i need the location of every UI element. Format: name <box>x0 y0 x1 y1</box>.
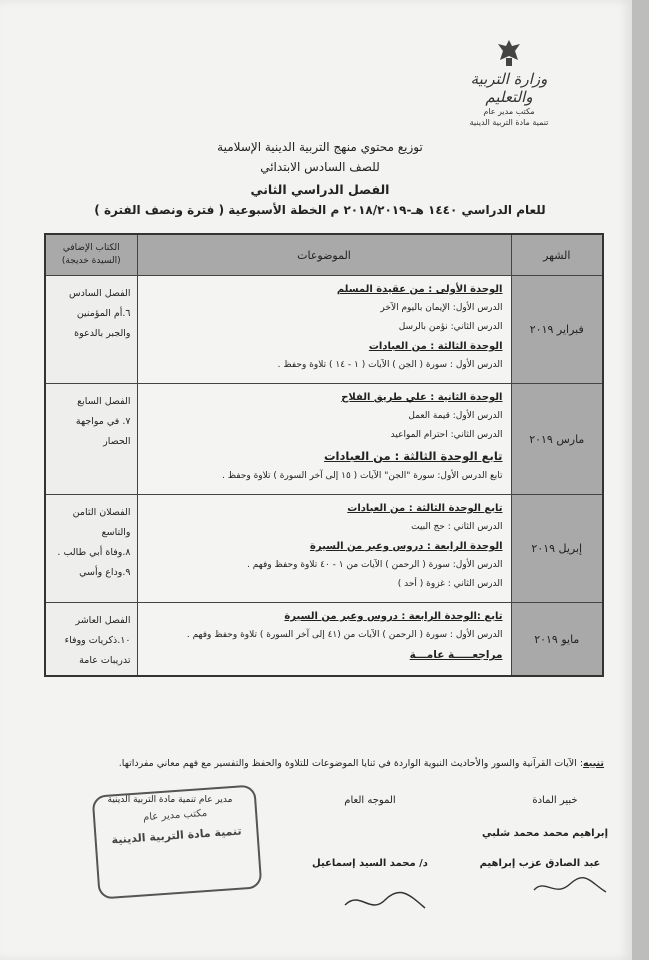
month-cell: فبراير ٢٠١٩ <box>511 276 603 384</box>
topics-cell <box>137 495 511 603</box>
topics-cell <box>137 384 511 495</box>
header-book: الكتاب الإضافي (السيدة خديجة) <box>45 234 137 276</box>
book-line: تدريبات عامة <box>79 655 131 666</box>
topics-cell <box>137 603 511 677</box>
lesson-item: الدرس الأول: الإيمان باليوم الآخر <box>380 303 503 313</box>
director-title: الموجه العام <box>344 795 396 806</box>
month-cell: إبريل ٢٠١٩ <box>511 495 603 603</box>
lesson-item: الدرس الثاني : غزوة ( أحد ) <box>397 579 503 589</box>
table-row <box>45 603 603 677</box>
table-row <box>45 384 603 495</box>
lesson-item: الدرس الأول: سورة ( الرحمن ) الآيات من ١ - ٤٠ تلاوة وحفظ وفهم . <box>247 560 503 570</box>
document-title: توزيع محتوي منهج التربية الدينية الإسلامية <box>217 140 423 154</box>
header-month: الشهر <box>511 234 603 276</box>
lesson-item: الدرس الأول : سورة ( الرحمن ) الآيات من (٤١ إلى آخر السورة ) تلاوة وحفظ وفهم . <box>186 630 503 640</box>
topics-cell <box>137 276 511 384</box>
lesson-item: الدرس الثاني : حج البيت <box>411 522 503 532</box>
logo-ministry-name: وزارة التربية والتعليم <box>470 70 548 106</box>
book-line: الحصار <box>103 436 131 447</box>
note <box>44 758 604 769</box>
unit-heading: الوحدة الرابعة : دروس وعبر من السيرة <box>309 541 503 552</box>
lesson-item: الدرس الأول: قيمة العمل <box>408 411 503 421</box>
lesson-item: الدرس الأول : سورة ( الجن ) الآيات ( ١ - ١٤ ) تلاوة وحفظ . <box>277 360 503 370</box>
header-topics: الموضوعات <box>137 234 511 276</box>
grade-line: للصف السادس الابتدائي <box>260 160 380 174</box>
official-stamp <box>92 784 263 899</box>
book-cell <box>45 384 137 495</box>
book-line: ٩.وداع وأسي <box>79 567 131 578</box>
table-row <box>45 495 603 603</box>
note-text: : الآيات القرآنية والسور والأحاديث النبوية الواردة في ثنايا الموضوعات للتلاوة والحفظ والتفسير مع فهم معاني مفرداتها. <box>118 758 584 769</box>
unit-heading: تابع الوحدة الثالثة : من العبادات <box>323 449 503 463</box>
table-row <box>45 276 603 384</box>
expert-signature <box>530 872 610 902</box>
unit-heading: تابع :الوحدة الرابعة : دروس وعبر من السيرة <box>284 611 503 622</box>
book-line: الفصلان الثامن <box>72 507 131 518</box>
ministry-logo <box>449 38 569 128</box>
curriculum-table <box>44 233 604 677</box>
note-label: تنبيه <box>583 758 604 769</box>
book-cell <box>45 603 137 677</box>
book-cell <box>45 495 137 603</box>
eagle-emblem-icon <box>492 38 526 68</box>
logo-office: مكتب مدير عام <box>483 107 535 116</box>
lesson-item: الدرس الثاني: احترام المواعيد <box>390 430 503 440</box>
book-line: ٧. في مواجهة <box>75 416 131 427</box>
book-line: ١٠.ذكريات ووفاء <box>64 635 131 646</box>
book-cell <box>45 276 137 384</box>
book-line: والتاسع <box>101 527 131 538</box>
lesson-item: الدرس الثاني: نؤمن بالرسل <box>398 322 503 332</box>
stamp-office: مكتب مدير عام <box>142 807 208 824</box>
month-cell: مارس ٢٠١٩ <box>511 384 603 495</box>
year-line: للعام الدراسي ١٤٤٠ هـ-٢٠١٨/٢٠١٩ م الخطة الأسبوعية ( فترة ونصف الفترة ) <box>94 203 546 217</box>
expert-name-2: عبد الصادق عزب إبراهيم <box>479 858 601 869</box>
unit-heading: الوحدة الثانية : علي طريق الفلاح <box>341 392 503 403</box>
term-line: الفصل الدراسي الثاني <box>250 182 390 197</box>
general-director-title: مدير عام تنمية مادة التربية الدينية <box>107 795 233 805</box>
book-line: الفصل السادس <box>68 288 131 299</box>
book-line: الفصل العاشر <box>75 615 131 626</box>
director-name: د/ محمد السيد إسماعيل <box>312 858 428 869</box>
stamp-department: تنمية مادة التربية الدينية <box>111 824 242 847</box>
unit-heading: تابع الوحدة الثالثة : من العبادات <box>347 503 503 514</box>
unit-heading: الوحدة الثالثة : من العبادات <box>368 341 503 352</box>
page-edge <box>632 0 649 960</box>
lesson-item: تابع الدرس الأول: سورة "الجن" الآيات ( ١٥ إلى آخر السورة ) تلاوة وحفظ . <box>222 471 503 481</box>
logo-department: تنمية مادة التربية الدينية <box>469 118 549 127</box>
expert-name-1: إبراهيم محمد محمد شلبي <box>481 828 608 839</box>
month-cell: مايو ٢٠١٩ <box>511 603 603 677</box>
book-line: الفصل السابع <box>77 396 131 407</box>
review-item: مراجعـــــة عامـــة <box>409 649 503 661</box>
unit-heading: الوحدة الأولى : من عقيدة المسلم <box>336 284 503 295</box>
book-line: ٨.وفاة أبي طالب . <box>57 547 131 558</box>
expert-title: خبير المادة <box>532 795 578 806</box>
book-line: ٦.أم المؤمنين <box>76 308 131 319</box>
director-signature <box>340 880 430 920</box>
book-line: والجبر بالدعوة <box>74 328 131 339</box>
